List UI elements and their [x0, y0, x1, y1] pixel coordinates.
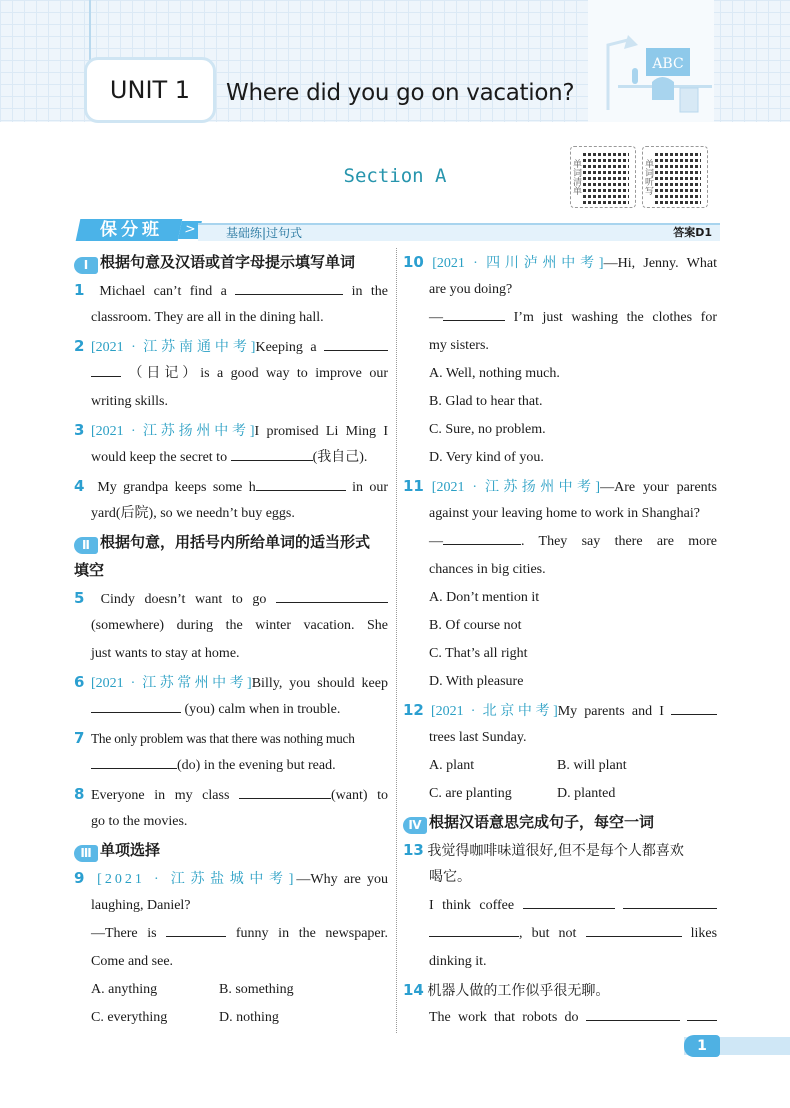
question-source: [2021 · 江苏常州中考]	[91, 676, 252, 691]
text: Keeping a	[255, 340, 317, 355]
part-title: 单项选择	[100, 841, 161, 859]
text: , but not	[519, 926, 577, 941]
option-c[interactable]: C. everything	[91, 1010, 168, 1025]
text: 我觉得咖啡味道很好,但不是每个人都喜欢	[427, 843, 684, 859]
line	[403, 892, 717, 920]
part-title: 根据句意，用括号内所给单词的适当形式	[100, 533, 371, 551]
answer-blank[interactable]	[671, 701, 717, 715]
line	[403, 556, 717, 584]
option-d[interactable]: D. nothing	[219, 1010, 279, 1025]
question-number: 1	[74, 281, 85, 299]
page-number: 1	[684, 1035, 720, 1057]
text: The only problem was that there was nothing much	[91, 731, 355, 746]
line	[74, 444, 388, 472]
text: My parents and I	[557, 704, 664, 719]
answer-blank[interactable]	[443, 307, 505, 321]
question-number: 8	[74, 785, 85, 803]
question-number: 6	[74, 673, 85, 691]
right-column	[403, 248, 717, 1032]
unit-title: Where did you go on vacation?	[226, 80, 575, 106]
text: writing skills.	[91, 394, 169, 409]
line	[403, 528, 717, 556]
answer-blank[interactable]	[623, 895, 717, 909]
line	[403, 864, 717, 892]
option-b[interactable]: B. will plant	[557, 758, 627, 773]
text: Billy, you should keep	[251, 676, 388, 691]
question-4	[74, 472, 388, 500]
text: My grandpa keeps some h	[97, 480, 256, 495]
text: (somewhere) during the winter vacation. She	[91, 618, 388, 633]
text: in the	[351, 284, 388, 299]
text: I’m just washing the clothes for	[513, 310, 718, 325]
option-b[interactable]: B. Of course not	[429, 618, 522, 633]
option-d[interactable]: D. planted	[557, 786, 616, 801]
text: would keep the secret to	[91, 450, 228, 465]
answer-blank[interactable]	[166, 923, 226, 937]
question-7	[74, 724, 388, 752]
option-row	[74, 1004, 388, 1032]
question-number: 10	[403, 253, 424, 271]
line	[74, 892, 388, 920]
text: (我自己).	[312, 450, 368, 465]
line	[74, 696, 388, 724]
question-number: 2	[74, 337, 85, 355]
text: my sisters.	[429, 338, 489, 353]
line	[74, 360, 388, 388]
question-number: 14	[403, 981, 424, 999]
line	[403, 276, 717, 304]
qr-label: 单词清单	[571, 159, 581, 195]
option-d[interactable]: D. Very kind of you.	[429, 450, 544, 465]
column-divider	[396, 248, 397, 1033]
option-a[interactable]: A. anything	[91, 982, 158, 997]
line	[74, 500, 388, 528]
text: —Why are you	[296, 872, 388, 887]
page-number-strip	[684, 1037, 790, 1055]
question-source: [2021 · 江苏南通中考]	[91, 340, 256, 355]
option-b[interactable]: B. Glad to hear that.	[429, 394, 543, 409]
text: laughing, Daniel?	[91, 898, 191, 913]
text: 填空	[74, 561, 105, 579]
line	[74, 612, 388, 640]
option-row	[403, 780, 717, 808]
text: just wants to stay at home.	[91, 646, 240, 661]
answer-blank[interactable]	[429, 923, 519, 937]
qr-code-icon	[583, 150, 629, 204]
question-source: [2021 · 江苏扬州中考]	[91, 424, 255, 439]
text: —	[429, 310, 443, 325]
question-number: 9	[74, 869, 85, 887]
question-number: 4	[74, 477, 85, 495]
text: Everyone in my class	[91, 788, 230, 803]
text: I think coffee	[429, 898, 515, 913]
question-source: [2021 · 北京中考]	[431, 704, 558, 719]
text: against your leaving home to work in Shanghai?	[429, 506, 700, 521]
text: dinking it.	[429, 954, 487, 969]
option-a[interactable]: A. plant	[429, 758, 475, 773]
banner-strip	[198, 223, 720, 241]
answer-blank[interactable]	[324, 337, 388, 351]
text: (want) to	[330, 788, 388, 803]
text: Michael can’t find a	[99, 284, 227, 299]
part-title-cont	[74, 556, 388, 584]
text: —Are your parents	[600, 480, 717, 495]
option-c[interactable]: C. are planting	[429, 786, 512, 801]
option-b[interactable]: B. something	[219, 982, 294, 997]
question-number: 7	[74, 729, 85, 747]
text: in our	[352, 480, 389, 495]
decorative-line	[89, 0, 91, 60]
option-c[interactable]: C. Sure, no problem.	[429, 422, 546, 437]
question-number: 12	[403, 701, 424, 719]
text: trees last Sunday.	[429, 730, 527, 745]
text: （日记）is a good way to improve our	[128, 366, 388, 381]
option-d[interactable]: D. With pleasure	[429, 674, 524, 689]
question-11	[403, 472, 717, 500]
question-9	[74, 864, 388, 892]
line	[403, 1004, 717, 1032]
question-number: 11	[403, 477, 424, 495]
option-a[interactable]: A. Well, nothing much.	[429, 366, 560, 381]
level-banner	[78, 219, 720, 241]
desk-illustration	[588, 0, 714, 122]
answer-blank[interactable]	[256, 477, 346, 491]
text: I promised Li Ming I	[254, 424, 388, 439]
question-number: 3	[74, 421, 85, 439]
line	[74, 388, 388, 416]
qr-code-word-list[interactable]	[570, 146, 636, 208]
line	[403, 332, 717, 360]
part-badge: Ⅲ	[74, 845, 98, 862]
answer-blank[interactable]	[235, 281, 343, 295]
unit-header	[0, 0, 790, 122]
question-12	[403, 696, 717, 724]
question-3	[74, 416, 388, 444]
qr-code-dictation[interactable]	[642, 146, 708, 208]
answer-reference: 答案D1	[673, 226, 712, 239]
banner-subtitle: 基础练|过句式	[226, 226, 303, 240]
line	[74, 920, 388, 948]
part-heading	[74, 248, 388, 276]
line	[403, 920, 717, 948]
question-13	[403, 836, 717, 864]
question-number: 5	[74, 589, 85, 607]
option-c[interactable]: C. That’s all right	[429, 646, 528, 661]
part-title: 根据句意及汉语或首字母提示填写单词	[100, 253, 356, 271]
part-badge: Ⅱ	[74, 537, 98, 554]
answer-blank[interactable]	[91, 755, 177, 769]
option-row	[403, 752, 717, 780]
text: —There is	[91, 926, 157, 941]
qr-code-icon	[655, 150, 701, 204]
level-label: 保分班	[100, 220, 163, 240]
text: go to the movies.	[91, 814, 188, 829]
text: —Hi, Jenny. What	[603, 256, 717, 271]
question-6	[74, 668, 388, 696]
answer-blank[interactable]	[91, 363, 121, 377]
option-a[interactable]: A. Don’t mention it	[429, 590, 540, 605]
text: —	[429, 534, 443, 549]
text: . They say there are more	[521, 534, 717, 549]
part-heading	[74, 528, 388, 556]
unit-label: UNIT 1	[84, 57, 216, 123]
question-2	[74, 332, 388, 360]
answer-blank[interactable]	[231, 447, 313, 461]
part-heading	[74, 836, 388, 864]
text: funny in the newspaper.	[235, 926, 389, 941]
question-10	[403, 248, 717, 276]
line	[74, 752, 388, 780]
left-column	[74, 248, 388, 1032]
line	[403, 304, 717, 332]
text: 喝它。	[429, 870, 471, 885]
text: The work that robots do	[429, 1010, 579, 1025]
line	[403, 500, 717, 528]
question-source: [2021 · 江苏扬州中考]	[431, 480, 601, 495]
part-heading	[403, 808, 717, 836]
answer-blank[interactable]	[443, 531, 521, 545]
answer-blank[interactable]	[276, 589, 388, 603]
part-badge: Ⅰ	[74, 257, 98, 274]
answer-blank[interactable]	[687, 1007, 717, 1021]
chevron-right-icon: >	[178, 221, 202, 239]
text: are you doing?	[429, 282, 513, 297]
line	[74, 640, 388, 668]
part-badge: Ⅳ	[403, 817, 427, 834]
answer-blank[interactable]	[523, 895, 615, 909]
question-14	[403, 976, 717, 1004]
answer-blank[interactable]	[91, 699, 181, 713]
line	[403, 948, 717, 976]
section-title: Section A	[343, 165, 447, 187]
illustration-text: ABC	[652, 56, 684, 72]
text: (you) calm when in trouble.	[184, 702, 341, 717]
text: likes	[690, 926, 718, 941]
answer-blank[interactable]	[239, 785, 331, 799]
text: yard(后院), so we needn’t buy eggs.	[91, 506, 295, 521]
text: classroom. They are all in the dining hall.	[91, 310, 324, 325]
question-8	[74, 780, 388, 808]
text: Cindy doesn’t want to go	[100, 592, 267, 607]
line	[74, 808, 388, 836]
text: Come and see.	[91, 954, 174, 969]
question-5	[74, 584, 388, 612]
answer-blank[interactable]	[586, 1007, 680, 1021]
answer-blank[interactable]	[586, 923, 682, 937]
text: 机器人做的工作似乎很无聊。	[427, 984, 610, 999]
part-title: 根据汉语意思完成句子，每空一词	[429, 813, 655, 831]
text: (do) in the evening but read.	[177, 758, 336, 773]
question-source: [2021 · 四川泸州中考]	[432, 256, 604, 271]
question-source: [2021 · 江苏盐城中考]	[97, 872, 297, 887]
question-number: 13	[403, 841, 424, 859]
line	[403, 724, 717, 752]
line	[74, 948, 388, 976]
question-1	[74, 276, 388, 304]
qr-label: 单词听写	[643, 159, 653, 195]
option-row	[74, 976, 388, 1004]
line	[74, 304, 388, 332]
text: chances in big cities.	[429, 562, 546, 577]
